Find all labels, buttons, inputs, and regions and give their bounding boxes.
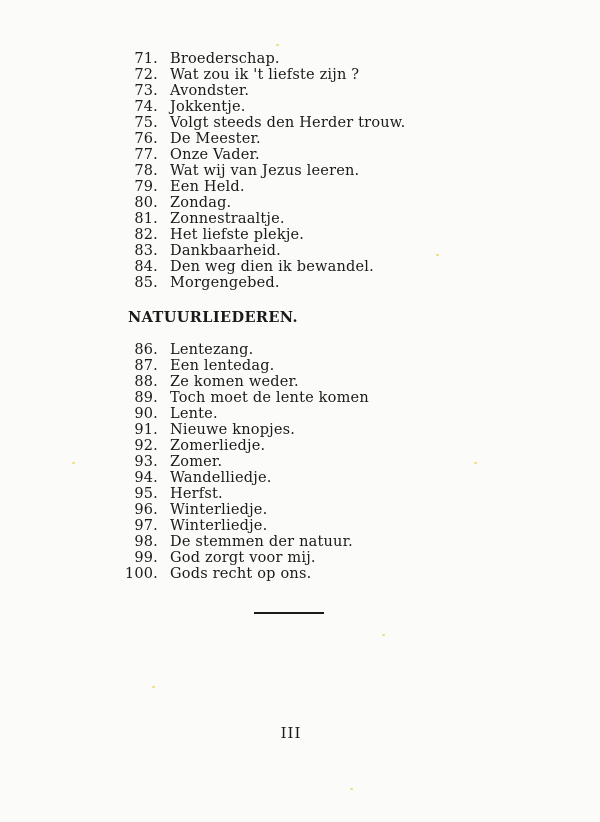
list-item [120, 163, 406, 179]
paper-speck [276, 44, 279, 46]
item-title: Ze komen weder. [170, 374, 299, 390]
item-title: Jokkentje. [170, 99, 246, 115]
paper-speck [350, 788, 353, 790]
item-title: Zondag. [170, 195, 232, 211]
section-heading: NATUURLIEDEREN. [128, 309, 298, 326]
list-item [120, 550, 369, 566]
item-title: Zomerliedje. [170, 438, 266, 454]
paper-speck [382, 634, 385, 636]
paper-speck [72, 462, 75, 464]
item-number: 74. [134, 99, 158, 115]
item-title: Avondster. [170, 83, 250, 99]
list-item [120, 502, 369, 518]
list-item [120, 534, 369, 550]
list-item [120, 275, 406, 291]
item-title: Toch moet de lente komen [170, 390, 369, 406]
list-item [120, 438, 369, 454]
list-item [120, 51, 406, 67]
item-title: Winterliedje. [170, 502, 268, 518]
item-title: Volgt steeds den Herder trouw. [170, 115, 406, 131]
list-item [120, 486, 369, 502]
list-item [120, 115, 406, 131]
item-title: God zorgt voor mij. [170, 550, 316, 566]
list-item [120, 374, 369, 390]
item-number: 82. [134, 227, 158, 243]
item-title: Wat wij van Jezus leeren. [170, 163, 360, 179]
item-number: 85. [134, 275, 158, 291]
item-title: Wandelliedje. [170, 470, 272, 486]
list-item [120, 147, 406, 163]
item-number: 84. [134, 259, 158, 275]
item-number: 76. [134, 131, 158, 147]
list-item [120, 195, 406, 211]
list-item [120, 518, 369, 534]
item-title: Lentezang. [170, 342, 254, 358]
list-item [120, 454, 369, 470]
list-item [120, 470, 369, 486]
item-number: 86. [134, 342, 158, 358]
item-title: Dankbaarheid. [170, 243, 281, 259]
item-title: Wat zou ik 't liefste zijn ? [170, 67, 360, 83]
list-item [120, 342, 369, 358]
item-number: 75. [134, 115, 158, 131]
item-title: De Meester. [170, 131, 261, 147]
item-title: Zomer. [170, 454, 223, 470]
item-title: Broederschap. [170, 51, 280, 67]
list-item [120, 390, 369, 406]
item-title: Zonnestraaltje. [170, 211, 285, 227]
item-title: Den weg dien ik bewandel. [170, 259, 374, 275]
item-number: 92. [134, 438, 158, 454]
song-list-part-2 [120, 342, 369, 582]
item-number: 94. [134, 470, 158, 486]
item-number: 88. [134, 374, 158, 390]
item-number: 98. [134, 534, 158, 550]
item-number: 81. [134, 211, 158, 227]
item-number: 80. [134, 195, 158, 211]
list-item [120, 179, 406, 195]
item-title: Nieuwe knopjes. [170, 422, 296, 438]
item-number: 83. [134, 243, 158, 259]
list-item [120, 358, 369, 374]
divider-rule [254, 612, 324, 614]
item-title: Onze Vader. [170, 147, 260, 163]
item-number: 91. [134, 422, 158, 438]
list-item [120, 406, 369, 422]
item-number: 79. [134, 179, 158, 195]
item-number: 99. [134, 550, 158, 566]
list-item [120, 83, 406, 99]
item-number: 100. [124, 566, 158, 582]
item-title: Winterliedje. [170, 518, 268, 534]
list-item [120, 566, 369, 582]
item-title: Een Held. [170, 179, 245, 195]
item-title: De stemmen der natuur. [170, 534, 353, 550]
list-item [120, 99, 406, 115]
paper-speck [436, 254, 439, 256]
item-title: Lente. [170, 406, 218, 422]
item-number: 87. [134, 358, 158, 374]
paper-speck [474, 462, 477, 464]
item-number: 96. [134, 502, 158, 518]
item-number: 90. [134, 406, 158, 422]
item-title: Morgengebed. [170, 275, 280, 291]
item-number: 89. [134, 390, 158, 406]
item-title: Gods recht op ons. [170, 566, 312, 582]
paper-speck [152, 686, 155, 688]
list-item [120, 67, 406, 83]
item-number: 73. [134, 83, 158, 99]
item-number: 71. [134, 51, 158, 67]
list-item [120, 227, 406, 243]
item-number: 97. [134, 518, 158, 534]
item-title: Het liefste plekje. [170, 227, 305, 243]
item-number: 77. [134, 147, 158, 163]
list-item [120, 131, 406, 147]
page-number: III [280, 724, 302, 742]
item-number: 72. [134, 67, 158, 83]
item-number: 93. [134, 454, 158, 470]
list-item [120, 243, 406, 259]
song-list-part-1 [120, 51, 406, 291]
item-number: 95. [134, 486, 158, 502]
item-title: Een lentedag. [170, 358, 275, 374]
item-title: Herfst. [170, 486, 223, 502]
list-item [120, 211, 406, 227]
list-item [120, 259, 406, 275]
item-number: 78. [134, 163, 158, 179]
list-item [120, 422, 369, 438]
